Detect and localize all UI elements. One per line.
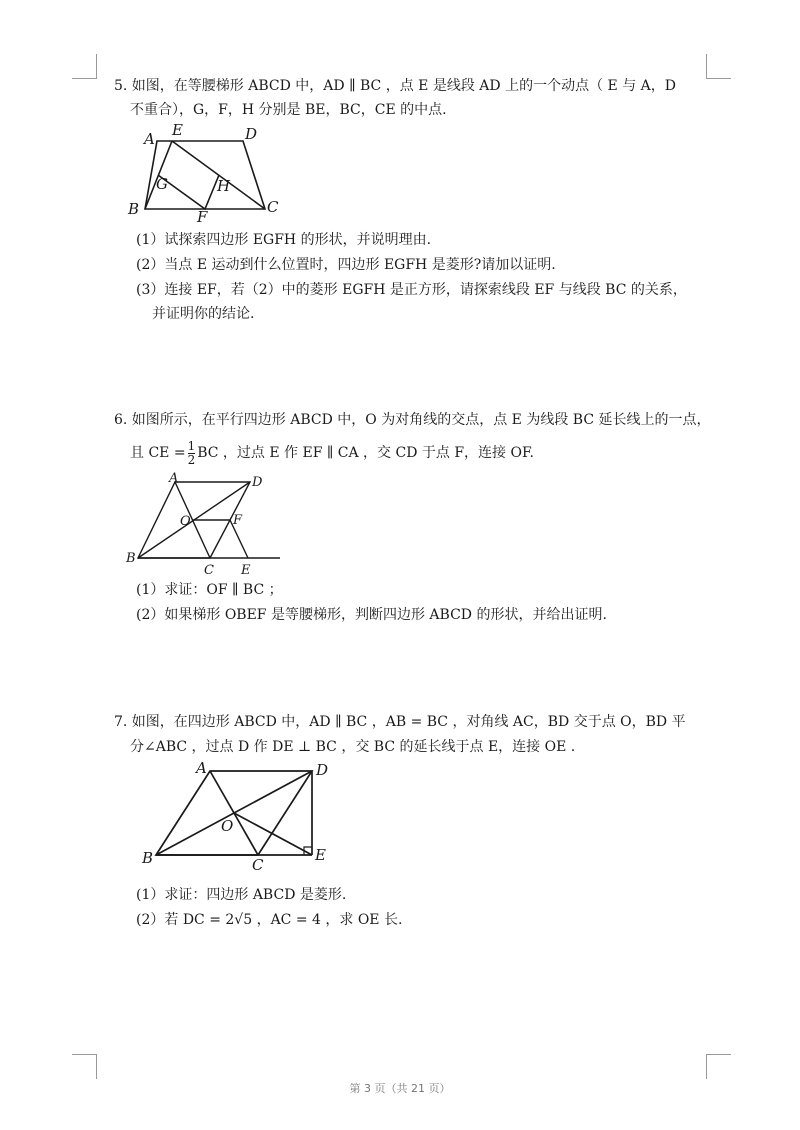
label-b: B (142, 849, 154, 867)
label-c: C (204, 563, 214, 578)
label-d: D (245, 125, 258, 143)
fraction-one-half (188, 440, 196, 467)
problem6-line2-post: BC ，过点 E 作 EF ∥ CA ，交 CD 于点 F，连接 OF. (197, 445, 534, 461)
problem5-line1: 5. 如图，在等腰梯形 ABCD 中，AD ∥ BC ，点 E 是线段 AD 上的一个动点（ E 与 A，D (114, 78, 676, 94)
fraction-denominator: 2 (187, 452, 196, 467)
corner-mark-top-right (706, 54, 731, 79)
problem7-line2: 分∠ABC ，过点 D 作 DE ⊥ BC ，交 BC 的延长线于点 E，连接 OE . (130, 739, 576, 755)
problem5-question3-line1: (3）连接 EF，若（2）中的菱形 EGFH 是正方形，请探索线段 EF 与线段 BC 的关系， (136, 282, 687, 298)
problem5-question1: (1）试探索四边形 EGFH 的形状，并说明理由. (136, 232, 432, 248)
label-g: G (156, 175, 168, 193)
label-o: O (180, 514, 191, 529)
problem5-figure (120, 118, 300, 226)
label-h: H (217, 177, 231, 195)
corner-mark-bottom-left (72, 1054, 97, 1079)
problem7-line1: 7. 如图，在四边形 ABCD 中，AD ∥ BC ，AB = BC ，对角线 AC，BD 交于点 O，BD 平 (114, 714, 686, 730)
problem6-question2: (2）如果梯形 OBEF 是等腰梯形，判断四边形 ABCD 的形状，并给出证明. (136, 607, 607, 623)
label-a: A (169, 471, 179, 486)
label-f: F (197, 208, 208, 226)
problem7-question2: (2）若 DC = 2√5 ，AC = 4 ，求 OE 长. (136, 912, 403, 928)
label-o: O (221, 817, 234, 835)
label-b: B (128, 200, 140, 218)
corner-mark-top-left (72, 54, 97, 79)
problem6-line2-pre: 且 CE = (130, 445, 186, 461)
label-c: C (267, 198, 279, 216)
label-f: F (233, 513, 243, 528)
problem7-figure (140, 758, 340, 874)
problem7-question1: (1）求证：四边形 ABCD 是菱形. (136, 887, 347, 903)
label-c: C (252, 856, 264, 874)
label-e: E (241, 563, 251, 578)
label-d: D (252, 475, 263, 490)
problem5-question3-line2: 并证明你的结论. (152, 306, 255, 322)
label-e: E (315, 846, 326, 864)
label-d: D (316, 761, 329, 779)
label-a: A (196, 759, 207, 777)
corner-mark-bottom-right (706, 1054, 731, 1079)
label-b: B (126, 551, 136, 566)
problem6-line2 (130, 438, 534, 468)
problem6-figure (120, 470, 290, 578)
problem5-line2: 不重合），G，F，H 分别是 BE，BC，CE 的中点. (130, 102, 447, 118)
problem5-question2: (2）当点 E 运动到什么位置时，四边形 EGFH 是菱形?请加以证明. (136, 257, 556, 273)
label-e: E (172, 121, 183, 139)
problem6-question1: (1）求证：OF ∥ BC ； (136, 582, 283, 598)
page-footer: 第 3 页（共 21 页） (349, 1082, 451, 1095)
fraction-numerator: 1 (187, 438, 196, 453)
problem6-line1: 6. 如图所示，在平行四边形 ABCD 中，O 为对角线的交点，点 E 为线段 BC 延长线上的一点， (114, 412, 711, 428)
label-a: A (144, 130, 155, 148)
